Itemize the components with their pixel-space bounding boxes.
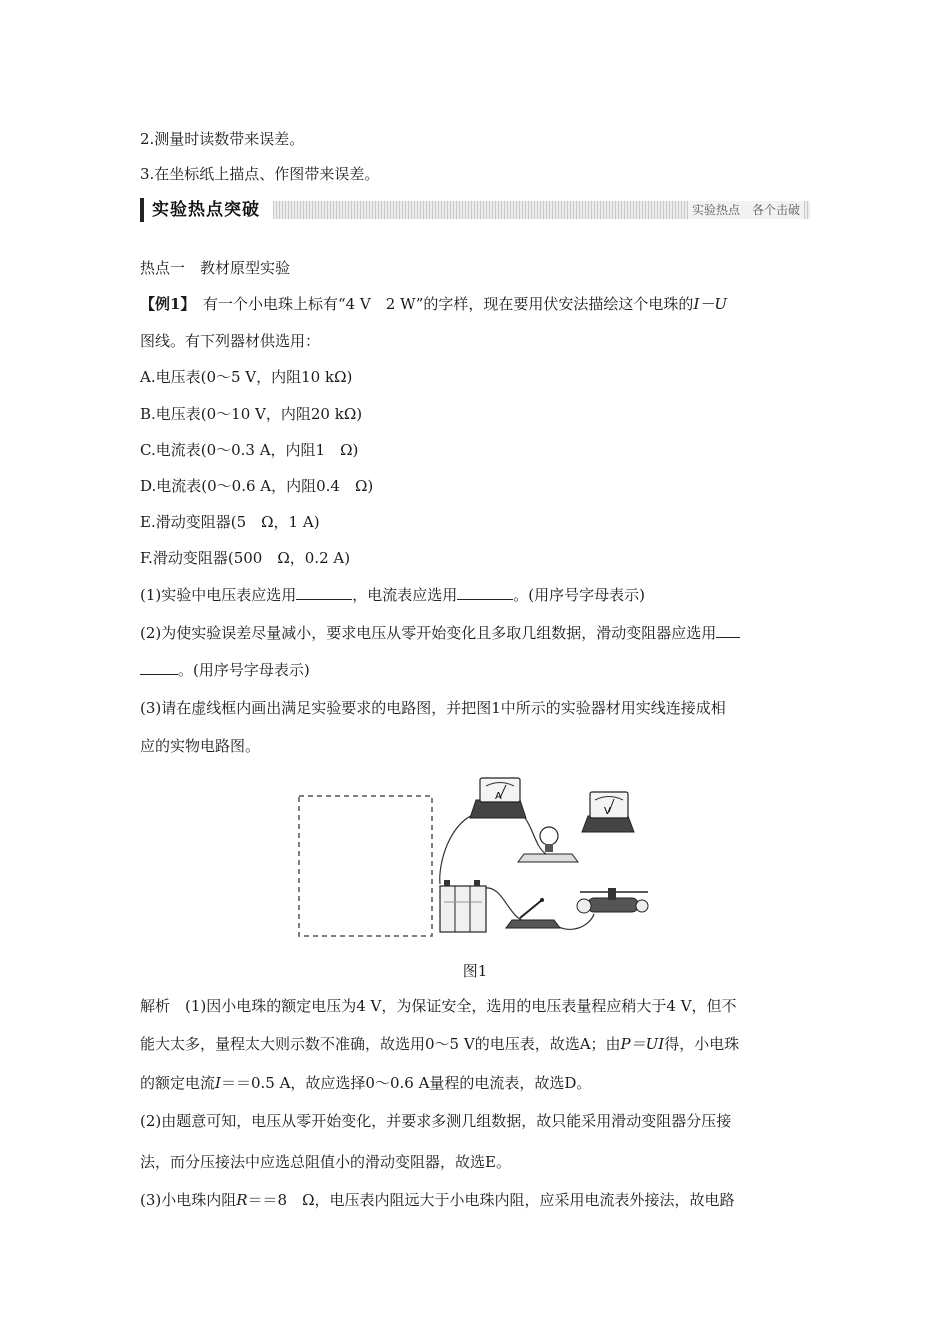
voltmeter-letter: V xyxy=(604,806,611,817)
ammeter-icon xyxy=(470,778,526,818)
iu-symbol: I－U xyxy=(693,295,728,313)
example-text: 有一个小电珠上标有“4 V 2 W”的字样，现在要用伏安法描绘这个电珠的 xyxy=(187,295,694,313)
banner-title: 实验热点突破 xyxy=(140,198,266,222)
banner-subtitle: 实验热点 各个击破 xyxy=(688,201,804,219)
analysis-l2c: 得，小电珠 xyxy=(664,1035,740,1053)
question-2-line-2 xyxy=(140,660,310,680)
q1-text-b: ，电流表应选用 xyxy=(352,586,458,604)
example-line-2: 图线。有下列器材供选用： xyxy=(140,332,321,350)
voltmeter-icon xyxy=(582,792,634,832)
question-3-line-2: 应的实物电路图。 xyxy=(140,737,261,755)
circuit-illustration xyxy=(298,776,650,944)
option-d: D.电流表(0～0.6 A，内阻0.4 Ω) xyxy=(140,477,374,495)
dashed-drawing-box xyxy=(299,796,432,936)
option-a: A.电压表(0～5 V，内阻10 kΩ) xyxy=(140,368,353,386)
analysis-l3a: 的额定电流 xyxy=(140,1074,216,1092)
option-e: E.滑动变阻器(5 Ω，1 A) xyxy=(140,513,320,531)
analysis-line-4: (2)由题意可知，电压从零开始变化，并要求多测几组数据，故只能采用滑动变阻器分压接 xyxy=(140,1112,732,1130)
section-banner xyxy=(140,198,810,222)
q2-blank-2[interactable] xyxy=(140,660,178,675)
analysis-l6c: ＝＝8 Ω，电压表内阻远大于小电珠内阻，应采用电流表外接法，故电路 xyxy=(247,1191,735,1209)
q2-text-b: 。(用序号字母表示) xyxy=(178,661,310,679)
q1-blank-1[interactable] xyxy=(296,585,352,600)
circuit-figure xyxy=(298,776,650,944)
ammeter-letter: A xyxy=(495,791,502,802)
question-1 xyxy=(140,585,645,605)
option-b: B.电压表(0～10 V，内阻20 kΩ) xyxy=(140,405,363,423)
q1-text-c: 。(用序号字母表示) xyxy=(513,586,645,604)
q1-blank-2[interactable] xyxy=(457,585,513,600)
symbol-r: R xyxy=(236,1191,248,1209)
figure-caption: 图1 xyxy=(462,962,488,980)
analysis-l2a: 能大太多，量程太大则示数不准确，故选用0～5 V的电压表，故选A；由 xyxy=(140,1035,621,1053)
analysis-line-5: 法，而分压接法中应选总阻值小的滑动变阻器，故选E。 xyxy=(140,1153,511,1171)
analysis-line-6 xyxy=(140,1190,735,1210)
example-line-1 xyxy=(140,294,727,314)
bulb-icon xyxy=(518,827,578,862)
formula-p-ui: P＝UI xyxy=(620,1035,665,1053)
question-3-line-1: (3)请在虚线框内画出满足实验要求的电路图，并把图1中所示的实验器材用实线连接成相 xyxy=(140,699,726,717)
analysis-l3c: ＝＝0.5 A，故应选择0～0.6 A量程的电流表，故选D。 xyxy=(220,1074,592,1092)
q2-text-a: (2)为使实验误差尽量减小，要求电压从零开始变化且多取几组数据，滑动变阻器应选用 xyxy=(140,624,717,642)
symbol-i: I xyxy=(215,1074,221,1092)
battery-icon xyxy=(440,880,486,932)
question-2-line-1 xyxy=(140,623,740,643)
q1-text-a: (1)实验中电压表应选用 xyxy=(140,586,297,604)
q2-blank-1[interactable] xyxy=(716,623,740,638)
rheostat-icon xyxy=(577,888,648,913)
option-f: F.滑动变阻器(500 Ω，0.2 A) xyxy=(140,549,351,567)
analysis-line-1: 解析 (1)因小电珠的额定电压为4 V，为保证安全，选用的电压表量程应稍大于4 V，但不 xyxy=(140,997,737,1015)
wire-1 xyxy=(440,812,480,884)
example-label: 【例1】 xyxy=(140,295,188,313)
analysis-l6a: (3)小电珠内阻 xyxy=(140,1191,237,1209)
section-heading: 热点一 教材原型实验 xyxy=(140,259,291,277)
wire-3 xyxy=(485,888,524,921)
intro-line-2: 2.测量时读数带来误差。 xyxy=(140,130,305,148)
analysis-line-2 xyxy=(140,1034,739,1054)
analysis-line-3 xyxy=(140,1073,591,1093)
intro-line-3: 3.在坐标纸上描点、作图带来误差。 xyxy=(140,165,380,183)
option-c: C.电流表(0～0.3 A，内阻1 Ω) xyxy=(140,441,359,459)
wire-4 xyxy=(554,914,594,929)
